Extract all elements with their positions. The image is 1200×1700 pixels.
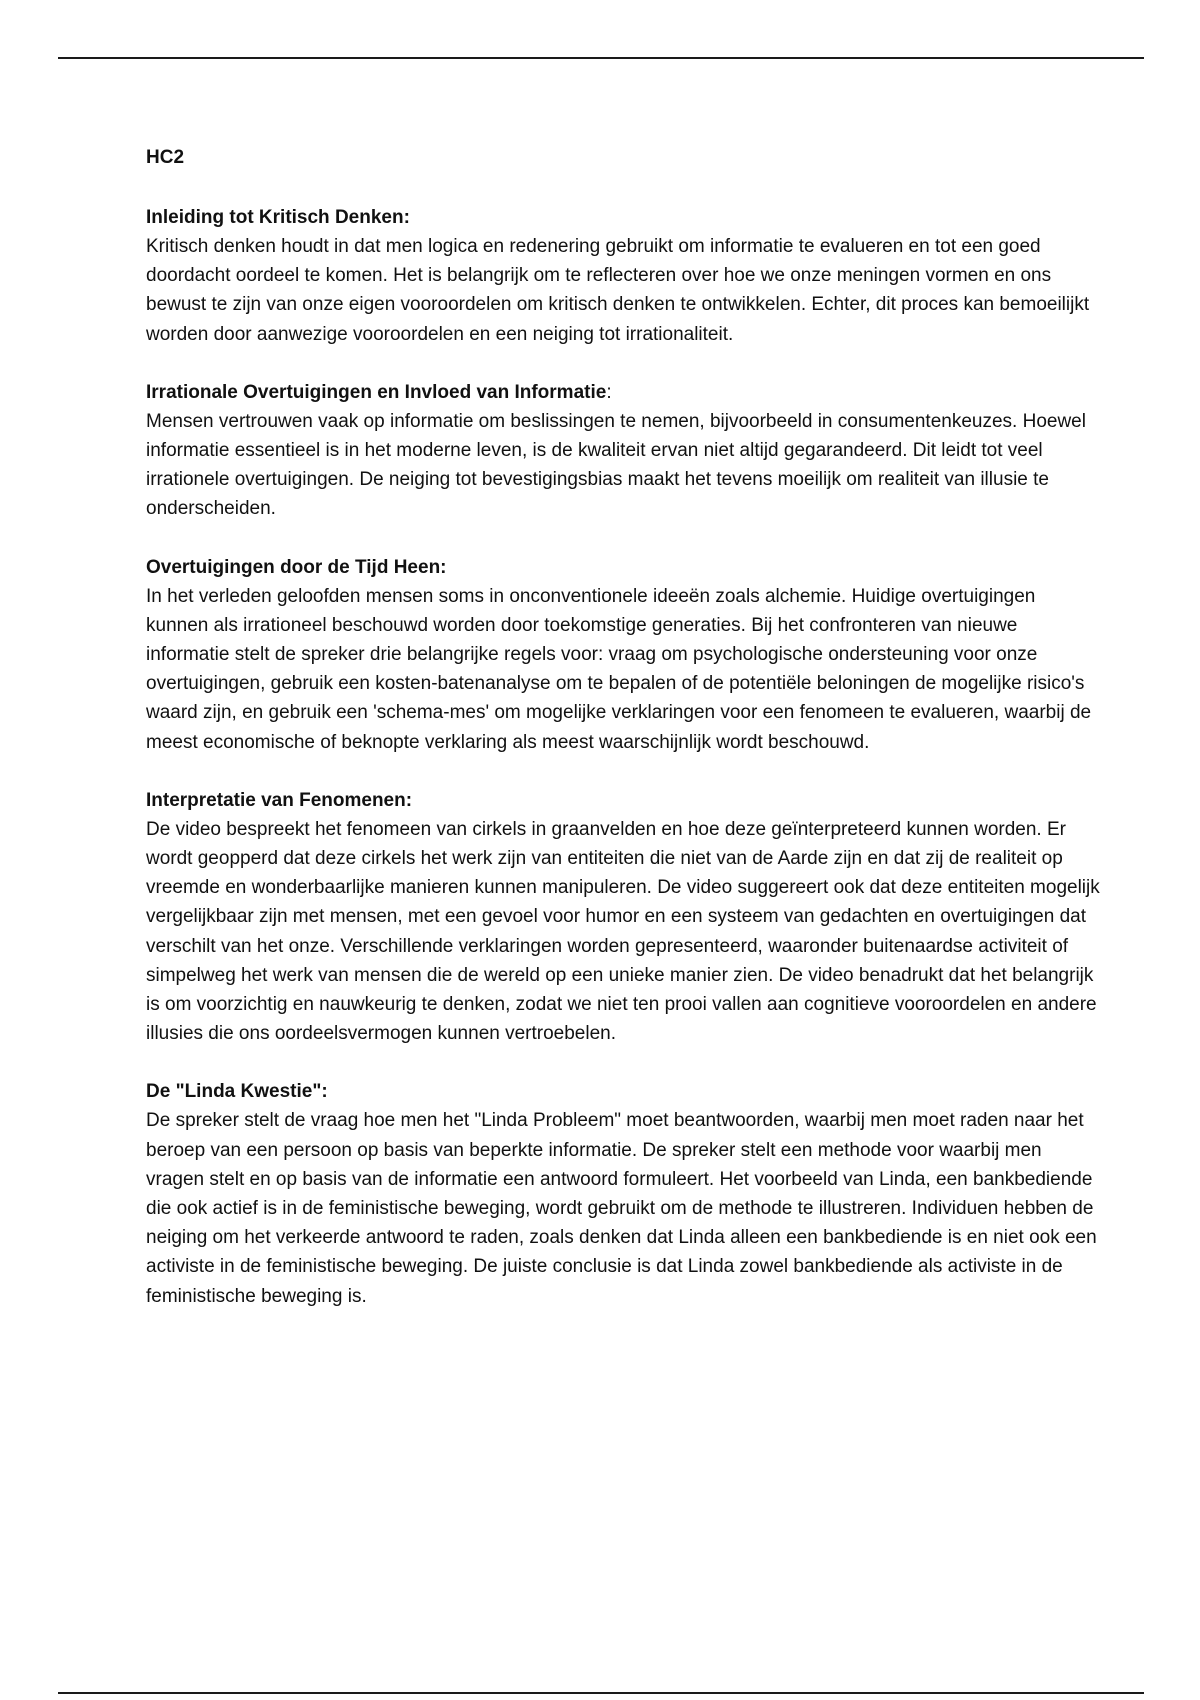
section-body: Kritisch denken houdt in dat men logica en redenering gebruikt om informatie te evalueren en tot een goed doordacht oordeel te komen. Het is belangrijk om te reflecteren over hoe we onze meningen vormen en ons bewust te zijn van onze eigen vooroordelen om kritisch denken te ontwikkelen. Echter, dit proces kan bemoeilijkt worden door aanwezige vooroordelen en een neiging tot irrationaliteit. bbox=[146, 236, 1090, 345]
section-heading-text: Inleiding tot Kritisch Denken: bbox=[146, 207, 410, 228]
section-heading bbox=[146, 203, 1100, 232]
section-heading bbox=[146, 1077, 1100, 1106]
section-inleiding bbox=[146, 203, 1100, 349]
document-title: HC2 bbox=[146, 147, 185, 168]
section-heading-text: Interpretatie van Fenomenen: bbox=[146, 789, 413, 811]
section-heading-text: De "Linda Kwestie": bbox=[146, 1081, 328, 1103]
section-heading bbox=[146, 553, 1100, 582]
section-body: De video bespreekt het fenomeen van cirkels in graanvelden en hoe deze geïnterpreteerd kunnen worden. Er wordt geopperd dat deze cirkels het werk zijn van entiteiten die niet van de Aarde zijn en dat zij de realiteit op vreemde en wonderbaarlijke manieren kunnen manipuleren. De video suggereert ook dat deze entiteiten mogelijk vergelijkbaar zijn met mensen, met een gevoel voor humor en een systeem van gedachten en overtuigingen dat verschilt van het onze. Verschillende verklaringen worden gepresenteerd, waaronder buitenaardse activiteit of simpelweg het werk van mensen die de wereld op een unieke manier zien. De video benadrukt dat het belangrijk is om voorzichtig en nauwkeurig te denken, zodat we niet ten prooi vallen aan cognitieve vooroordelen en andere illusies die ons oordeelsvermogen kunnen vertroebelen. bbox=[146, 818, 1100, 1045]
section-irrationale-overtuigingen bbox=[146, 378, 1100, 524]
section-overtuigingen-tijd bbox=[146, 553, 1100, 757]
section-heading-suffix: : bbox=[606, 381, 612, 403]
section-heading-text: Irrationale Overtuigingen en Invloed van Informatie bbox=[146, 381, 607, 403]
section-body: De spreker stelt de vraag hoe men het "Linda Probleem" moet beantwoorden, waarbij men moet raden naar het beroep van een persoon op basis van beperkte informatie. De spreker stelt een methode voor waarbij men vragen stelt en op basis van de informatie een antwoord formuleert. Het voorbeeld van Linda, een bankbediende die ook actief is in de feministische beweging, wordt gebruikt om de methode te illustreren. Individuen hebben de neiging om het verkeerde antwoord te raden, zoals denken dat Linda alleen een bankbediende is en niet ook een activiste in de feministische beweging. De juiste conclusie is dat Linda zowel bankbediende als activiste in de feministische beweging is. bbox=[146, 1110, 1097, 1307]
section-heading bbox=[146, 786, 1100, 815]
bottom-divider bbox=[58, 1692, 1144, 1694]
top-divider bbox=[58, 57, 1144, 59]
section-body: Mensen vertrouwen vaak op informatie om beslissingen te nemen, bijvoorbeeld in consumentenkeuzes. Hoewel informatie essentieel is in het moderne leven, is de kwaliteit ervan niet altijd gegarandeerd. Dit leidt tot veel irrationele overtuigingen. De neiging tot bevestigingsbias maakt het tevens moeilijk om realiteit van illusie te onderscheiden. bbox=[146, 410, 1086, 520]
section-interpretatie-fenomenen bbox=[146, 786, 1100, 1049]
section-linda-kwestie bbox=[146, 1077, 1100, 1310]
section-heading bbox=[146, 378, 1100, 407]
section-heading-text: Overtuigingen door de Tijd Heen: bbox=[146, 556, 447, 578]
section-body: In het verleden geloofden mensen soms in onconventionele ideeën zoals alchemie. Huidige overtuigingen kunnen als irrationeel beschouwd worden door toekomstige generaties. Bij het confronteren van nieuwe informatie stelt de spreker drie belangrijke regels voor: vraag om psychologische ondersteuning voor onze overtuigingen, gebruik een kosten-batenanalyse om te bepalen of de potentiële beloningen de mogelijke risico's waard zijn, en gebruik een 'schema-mes' om mogelijke verklaringen voor een fenomeen te evalueren, waarbij de meest economische of beknopte verklaring als meest waarschijnlijk wordt beschouwd. bbox=[146, 585, 1092, 753]
document-content bbox=[146, 146, 1100, 1340]
